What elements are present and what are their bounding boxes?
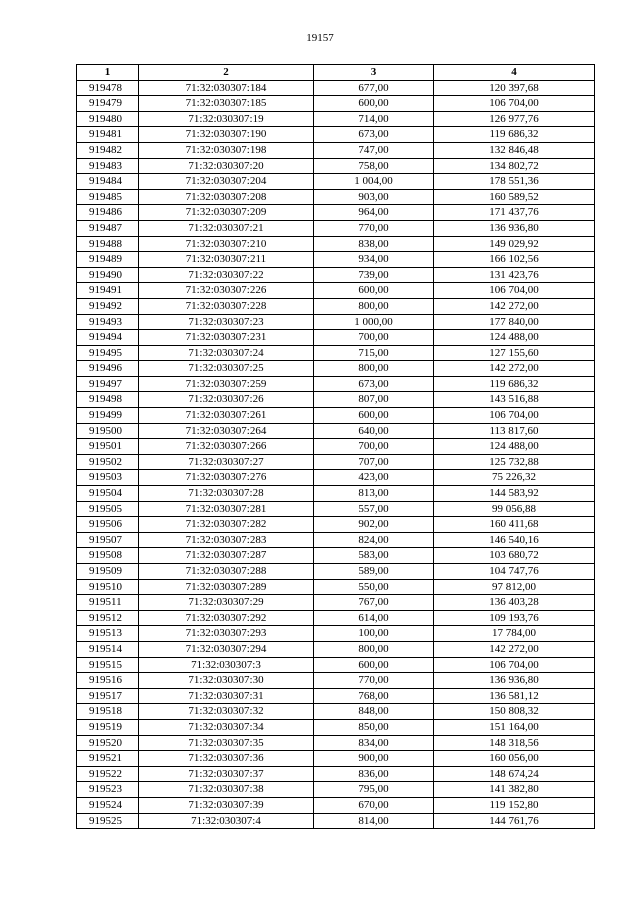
- cadastral-number-cell: 71:32:030307:276: [139, 470, 314, 486]
- table-row: [77, 158, 595, 174]
- value-cell: 177 840,00: [434, 314, 595, 330]
- table-row: [77, 673, 595, 689]
- cadastral-number-cell: 71:32:030307:27: [139, 454, 314, 470]
- table-row: [77, 314, 595, 330]
- value-cell: 106 704,00: [434, 657, 595, 673]
- area-cell: 600,00: [314, 96, 434, 112]
- record-number-cell: 919519: [77, 719, 139, 735]
- value-cell: 106 704,00: [434, 408, 595, 424]
- cadastral-number-cell: 71:32:030307:259: [139, 376, 314, 392]
- record-number-cell: 919494: [77, 330, 139, 346]
- record-number-cell: 919482: [77, 142, 139, 158]
- table-row: [77, 174, 595, 190]
- record-number-cell: 919493: [77, 314, 139, 330]
- cadastral-number-cell: 71:32:030307:208: [139, 189, 314, 205]
- value-cell: 127 155,60: [434, 345, 595, 361]
- table-row: [77, 704, 595, 720]
- value-cell: 124 488,00: [434, 439, 595, 455]
- table-row: [77, 236, 595, 252]
- record-number-cell: 919508: [77, 548, 139, 564]
- table-row: [77, 80, 595, 96]
- cadastral-number-cell: 71:32:030307:281: [139, 501, 314, 517]
- record-number-cell: 919487: [77, 220, 139, 236]
- area-cell: 800,00: [314, 298, 434, 314]
- table-row: [77, 220, 595, 236]
- area-cell: 814,00: [314, 813, 434, 829]
- record-number-cell: 919507: [77, 532, 139, 548]
- table-header: [77, 65, 595, 81]
- record-number-cell: 919492: [77, 298, 139, 314]
- record-number-cell: 919513: [77, 626, 139, 642]
- cadastral-number-cell: 71:32:030307:211: [139, 252, 314, 268]
- table-row: [77, 376, 595, 392]
- value-cell: 144 761,76: [434, 813, 595, 829]
- value-cell: 160 411,68: [434, 517, 595, 533]
- area-cell: 838,00: [314, 236, 434, 252]
- value-cell: 109 193,76: [434, 610, 595, 626]
- record-number-cell: 919518: [77, 704, 139, 720]
- record-number-cell: 919517: [77, 688, 139, 704]
- cadastral-number-cell: 71:32:030307:22: [139, 267, 314, 283]
- table-row: [77, 439, 595, 455]
- cadastral-number-cell: 71:32:030307:292: [139, 610, 314, 626]
- record-number-cell: 919525: [77, 813, 139, 829]
- cadastral-number-cell: 71:32:030307:20: [139, 158, 314, 174]
- area-cell: 600,00: [314, 283, 434, 299]
- cadastral-number-cell: 71:32:030307:32: [139, 704, 314, 720]
- value-cell: 134 802,72: [434, 158, 595, 174]
- table-row: [77, 330, 595, 346]
- area-cell: 903,00: [314, 189, 434, 205]
- record-number-cell: 919510: [77, 579, 139, 595]
- value-cell: 171 437,76: [434, 205, 595, 221]
- record-number-cell: 919478: [77, 80, 139, 96]
- value-cell: 17 784,00: [434, 626, 595, 642]
- record-number-cell: 919523: [77, 782, 139, 798]
- area-cell: 824,00: [314, 532, 434, 548]
- area-cell: 677,00: [314, 80, 434, 96]
- register-table: [76, 64, 595, 829]
- record-number-cell: 919506: [77, 517, 139, 533]
- column-header-3: 3: [314, 65, 434, 81]
- table-row: [77, 548, 595, 564]
- area-cell: 834,00: [314, 735, 434, 751]
- cadastral-number-cell: 71:32:030307:264: [139, 423, 314, 439]
- area-cell: 807,00: [314, 392, 434, 408]
- value-cell: 125 732,88: [434, 454, 595, 470]
- cadastral-number-cell: 71:32:030307:226: [139, 283, 314, 299]
- table-row: [77, 392, 595, 408]
- value-cell: 142 272,00: [434, 298, 595, 314]
- value-cell: 142 272,00: [434, 361, 595, 377]
- area-cell: 100,00: [314, 626, 434, 642]
- table-row: [77, 111, 595, 127]
- table-row: [77, 96, 595, 112]
- cadastral-number-cell: 71:32:030307:23: [139, 314, 314, 330]
- value-cell: 141 382,80: [434, 782, 595, 798]
- record-number-cell: 919515: [77, 657, 139, 673]
- cadastral-number-cell: 71:32:030307:37: [139, 766, 314, 782]
- record-number-cell: 919497: [77, 376, 139, 392]
- area-cell: 714,00: [314, 111, 434, 127]
- table-row: [77, 688, 595, 704]
- record-number-cell: 919489: [77, 252, 139, 268]
- cadastral-number-cell: 71:32:030307:190: [139, 127, 314, 143]
- value-cell: 120 397,68: [434, 80, 595, 96]
- cadastral-number-cell: 71:32:030307:204: [139, 174, 314, 190]
- value-cell: 104 747,76: [434, 564, 595, 580]
- value-cell: 119 152,80: [434, 797, 595, 813]
- table-row: [77, 423, 595, 439]
- column-header-4: 4: [434, 65, 595, 81]
- record-number-cell: 919486: [77, 205, 139, 221]
- table-row: [77, 361, 595, 377]
- area-cell: 589,00: [314, 564, 434, 580]
- cadastral-number-cell: 71:32:030307:39: [139, 797, 314, 813]
- area-cell: 795,00: [314, 782, 434, 798]
- table-row: [77, 298, 595, 314]
- cadastral-number-cell: 71:32:030307:34: [139, 719, 314, 735]
- table-row: [77, 657, 595, 673]
- area-cell: 739,00: [314, 267, 434, 283]
- area-cell: 800,00: [314, 361, 434, 377]
- area-cell: 600,00: [314, 657, 434, 673]
- area-cell: 600,00: [314, 408, 434, 424]
- record-number-cell: 919520: [77, 735, 139, 751]
- table-row: [77, 813, 595, 829]
- cadastral-number-cell: 71:32:030307:35: [139, 735, 314, 751]
- area-cell: 640,00: [314, 423, 434, 439]
- page-number: 19157: [306, 32, 334, 44]
- column-header-2: 2: [139, 65, 314, 81]
- record-number-cell: 919505: [77, 501, 139, 517]
- value-cell: 150 808,32: [434, 704, 595, 720]
- value-cell: 132 846,48: [434, 142, 595, 158]
- value-cell: 106 704,00: [434, 283, 595, 299]
- area-cell: 767,00: [314, 595, 434, 611]
- record-number-cell: 919495: [77, 345, 139, 361]
- value-cell: 160 589,52: [434, 189, 595, 205]
- record-number-cell: 919500: [77, 423, 139, 439]
- cadastral-number-cell: 71:32:030307:31: [139, 688, 314, 704]
- table-row: [77, 595, 595, 611]
- table-row: [77, 641, 595, 657]
- value-cell: 136 403,28: [434, 595, 595, 611]
- record-number-cell: 919512: [77, 610, 139, 626]
- record-number-cell: 919499: [77, 408, 139, 424]
- value-cell: 119 686,32: [434, 127, 595, 143]
- cadastral-number-cell: 71:32:030307:28: [139, 486, 314, 502]
- table-row: [77, 486, 595, 502]
- area-cell: 557,00: [314, 501, 434, 517]
- cadastral-number-cell: 71:32:030307:4: [139, 813, 314, 829]
- value-cell: 178 551,36: [434, 174, 595, 190]
- record-number-cell: 919485: [77, 189, 139, 205]
- value-cell: 97 812,00: [434, 579, 595, 595]
- area-cell: 758,00: [314, 158, 434, 174]
- area-cell: 768,00: [314, 688, 434, 704]
- area-cell: 1 004,00: [314, 174, 434, 190]
- cadastral-number-cell: 71:32:030307:261: [139, 408, 314, 424]
- cadastral-number-cell: 71:32:030307:287: [139, 548, 314, 564]
- area-cell: 848,00: [314, 704, 434, 720]
- record-number-cell: 919480: [77, 111, 139, 127]
- record-number-cell: 919481: [77, 127, 139, 143]
- value-cell: 126 977,76: [434, 111, 595, 127]
- table-row: [77, 127, 595, 143]
- record-number-cell: 919503: [77, 470, 139, 486]
- cadastral-number-cell: 71:32:030307:228: [139, 298, 314, 314]
- cadastral-number-cell: 71:32:030307:266: [139, 439, 314, 455]
- area-cell: 1 000,00: [314, 314, 434, 330]
- record-number-cell: 919502: [77, 454, 139, 470]
- area-cell: 700,00: [314, 330, 434, 346]
- cadastral-number-cell: 71:32:030307:21: [139, 220, 314, 236]
- value-cell: 144 583,92: [434, 486, 595, 502]
- value-cell: 113 817,60: [434, 423, 595, 439]
- table-row: [77, 751, 595, 767]
- table-row: [77, 626, 595, 642]
- area-cell: 614,00: [314, 610, 434, 626]
- column-header-1: 1: [77, 65, 139, 81]
- value-cell: 160 056,00: [434, 751, 595, 767]
- record-number-cell: 919490: [77, 267, 139, 283]
- table-row: [77, 283, 595, 299]
- area-cell: 707,00: [314, 454, 434, 470]
- value-cell: 136 936,80: [434, 220, 595, 236]
- table-row: [77, 719, 595, 735]
- area-cell: 673,00: [314, 127, 434, 143]
- area-cell: 700,00: [314, 439, 434, 455]
- table-row: [77, 564, 595, 580]
- area-cell: 550,00: [314, 579, 434, 595]
- value-cell: 142 272,00: [434, 641, 595, 657]
- area-cell: 850,00: [314, 719, 434, 735]
- cadastral-number-cell: 71:32:030307:288: [139, 564, 314, 580]
- cadastral-number-cell: 71:32:030307:26: [139, 392, 314, 408]
- table-row: [77, 517, 595, 533]
- record-number-cell: 919514: [77, 641, 139, 657]
- value-cell: 75 226,32: [434, 470, 595, 486]
- record-number-cell: 919516: [77, 673, 139, 689]
- table-row: [77, 189, 595, 205]
- area-cell: 813,00: [314, 486, 434, 502]
- cadastral-number-cell: 71:32:030307:25: [139, 361, 314, 377]
- value-cell: 124 488,00: [434, 330, 595, 346]
- value-cell: 136 581,12: [434, 688, 595, 704]
- table-row: [77, 532, 595, 548]
- cadastral-number-cell: 71:32:030307:3: [139, 657, 314, 673]
- cadastral-number-cell: 71:32:030307:289: [139, 579, 314, 595]
- cadastral-number-cell: 71:32:030307:283: [139, 532, 314, 548]
- table-row: [77, 205, 595, 221]
- area-cell: 900,00: [314, 751, 434, 767]
- table-row: [77, 610, 595, 626]
- cadastral-number-cell: 71:32:030307:30: [139, 673, 314, 689]
- cadastral-number-cell: 71:32:030307:184: [139, 80, 314, 96]
- area-cell: 800,00: [314, 641, 434, 657]
- table-row: [77, 782, 595, 798]
- record-number-cell: 919491: [77, 283, 139, 299]
- record-number-cell: 919483: [77, 158, 139, 174]
- cadastral-number-cell: 71:32:030307:293: [139, 626, 314, 642]
- table-row: [77, 408, 595, 424]
- table-row: [77, 142, 595, 158]
- table-row: [77, 252, 595, 268]
- record-number-cell: 919479: [77, 96, 139, 112]
- value-cell: 106 704,00: [434, 96, 595, 112]
- table-row: [77, 579, 595, 595]
- value-cell: 103 680,72: [434, 548, 595, 564]
- value-cell: 99 056,88: [434, 501, 595, 517]
- cadastral-number-cell: 71:32:030307:19: [139, 111, 314, 127]
- area-cell: 673,00: [314, 376, 434, 392]
- area-cell: 902,00: [314, 517, 434, 533]
- area-cell: 934,00: [314, 252, 434, 268]
- record-number-cell: 919488: [77, 236, 139, 252]
- cadastral-number-cell: 71:32:030307:38: [139, 782, 314, 798]
- area-cell: 770,00: [314, 220, 434, 236]
- area-cell: 670,00: [314, 797, 434, 813]
- cadastral-number-cell: 71:32:030307:36: [139, 751, 314, 767]
- value-cell: 151 164,00: [434, 719, 595, 735]
- table-row: [77, 735, 595, 751]
- value-cell: 119 686,32: [434, 376, 595, 392]
- table-row: [77, 267, 595, 283]
- value-cell: 166 102,56: [434, 252, 595, 268]
- table-header-row: [77, 65, 595, 81]
- cadastral-number-cell: 71:32:030307:185: [139, 96, 314, 112]
- area-cell: 423,00: [314, 470, 434, 486]
- cadastral-number-cell: 71:32:030307:282: [139, 517, 314, 533]
- area-cell: 964,00: [314, 205, 434, 221]
- record-number-cell: 919501: [77, 439, 139, 455]
- table-row: [77, 501, 595, 517]
- record-number-cell: 919504: [77, 486, 139, 502]
- value-cell: 131 423,76: [434, 267, 595, 283]
- area-cell: 747,00: [314, 142, 434, 158]
- area-cell: 715,00: [314, 345, 434, 361]
- table-row: [77, 470, 595, 486]
- table-body: [77, 80, 595, 829]
- table-row: [77, 797, 595, 813]
- cadastral-number-cell: 71:32:030307:231: [139, 330, 314, 346]
- value-cell: 136 936,80: [434, 673, 595, 689]
- cadastral-number-cell: 71:32:030307:198: [139, 142, 314, 158]
- table-row: [77, 345, 595, 361]
- value-cell: 149 029,92: [434, 236, 595, 252]
- record-number-cell: 919509: [77, 564, 139, 580]
- area-cell: 836,00: [314, 766, 434, 782]
- value-cell: 143 516,88: [434, 392, 595, 408]
- record-number-cell: 919484: [77, 174, 139, 190]
- value-cell: 148 318,56: [434, 735, 595, 751]
- record-number-cell: 919521: [77, 751, 139, 767]
- cadastral-number-cell: 71:32:030307:24: [139, 345, 314, 361]
- cadastral-number-cell: 71:32:030307:29: [139, 595, 314, 611]
- record-number-cell: 919524: [77, 797, 139, 813]
- area-cell: 770,00: [314, 673, 434, 689]
- value-cell: 148 674,24: [434, 766, 595, 782]
- table-row: [77, 454, 595, 470]
- table-row: [77, 766, 595, 782]
- cadastral-number-cell: 71:32:030307:210: [139, 236, 314, 252]
- area-cell: 583,00: [314, 548, 434, 564]
- record-number-cell: 919522: [77, 766, 139, 782]
- record-number-cell: 919498: [77, 392, 139, 408]
- cadastral-number-cell: 71:32:030307:209: [139, 205, 314, 221]
- value-cell: 146 540,16: [434, 532, 595, 548]
- record-number-cell: 919496: [77, 361, 139, 377]
- cadastral-number-cell: 71:32:030307:294: [139, 641, 314, 657]
- record-number-cell: 919511: [77, 595, 139, 611]
